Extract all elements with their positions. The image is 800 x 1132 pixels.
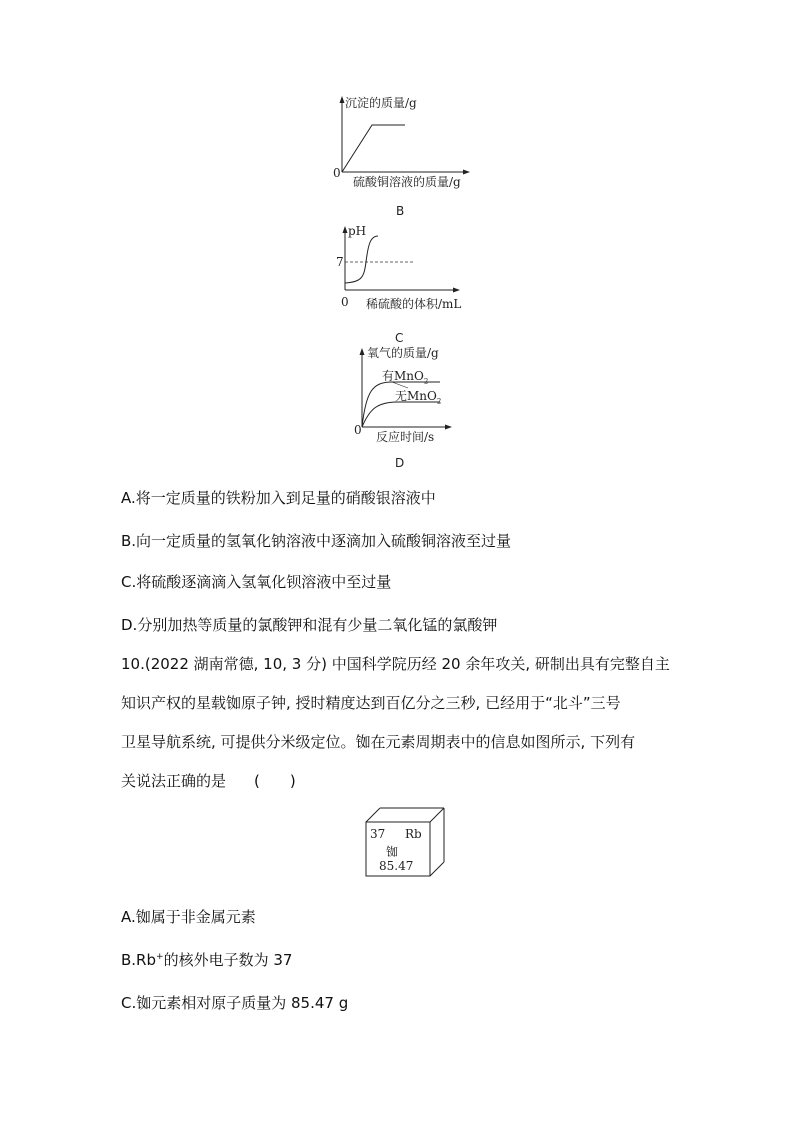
- q9-option-a: A.将一定质量的铁粉加入到足量的硝酸银溶液中: [121, 489, 436, 507]
- graph-d-caption: D: [395, 456, 405, 470]
- graph-b-origin: 0: [333, 166, 341, 180]
- element-atomic-mass: 85.47: [379, 859, 414, 873]
- graph-d-curve1-label: 有MnO$_2$: [382, 369, 429, 386]
- graph-d-x-label: 反应时间/s: [376, 430, 435, 444]
- q10-line-4: 关说法正确的是 ( ): [121, 772, 296, 790]
- q10-line-2: 知识产权的星载铷原子钟, 授时精度达到百亿分之三秒, 已经用于“北斗”三号: [121, 694, 621, 712]
- graph-c-y-label: pH: [348, 224, 367, 238]
- graph-c-caption: C: [395, 331, 404, 345]
- element-name: 铷: [386, 845, 399, 859]
- q9-option-b: B.向一定质量的氢氧化钠溶液中逐滴加入硫酸铜溶液至过量: [121, 532, 512, 550]
- q9-option-d: D.分别加热等质量的氯酸钾和混有少量二氧化锰的氯酸钾: [121, 616, 498, 634]
- graph-d-origin: 0: [354, 423, 362, 437]
- q10-option-b: B.Rb+的核外电子数为 37: [121, 951, 293, 969]
- element-symbol: Rb: [405, 827, 422, 841]
- graph-b-y-label: 沉淀的质量/g: [345, 96, 417, 110]
- graph-b-x-label: 硫酸铜溶液的质量/g: [353, 175, 461, 189]
- element-atomic-number: 37: [370, 827, 386, 841]
- graph-d-y-label: 氧气的质量/g: [367, 346, 439, 360]
- q9-option-c: C.将硫酸逐滴滴入氢氧化钡溶液中至过量: [121, 573, 392, 591]
- graph-c-ref-value: 7: [336, 255, 344, 269]
- graph-c-x-label: 稀硫酸的体积/mL: [366, 297, 462, 311]
- q10-option-c: C.铷元素相对原子质量为 85.47 g: [121, 994, 349, 1012]
- q10-option-a: A.铷属于非金属元素: [121, 908, 256, 926]
- graph-c-origin: 0: [341, 295, 349, 309]
- q10-line-1: 10.(2022 湖南常德, 10, 3 分) 中国科学院历经 20 余年攻关, 研制出具有完整自主: [121, 655, 670, 673]
- answer-blank: ( ): [254, 772, 296, 790]
- graph-d-curve2-label: 无MnO$_2$: [395, 389, 442, 406]
- graph-b-caption: B: [396, 204, 405, 218]
- q10-line-3: 卫星导航系统, 可提供分米级定位。铷在元素周期表中的信息如图所示, 下列有: [121, 733, 636, 751]
